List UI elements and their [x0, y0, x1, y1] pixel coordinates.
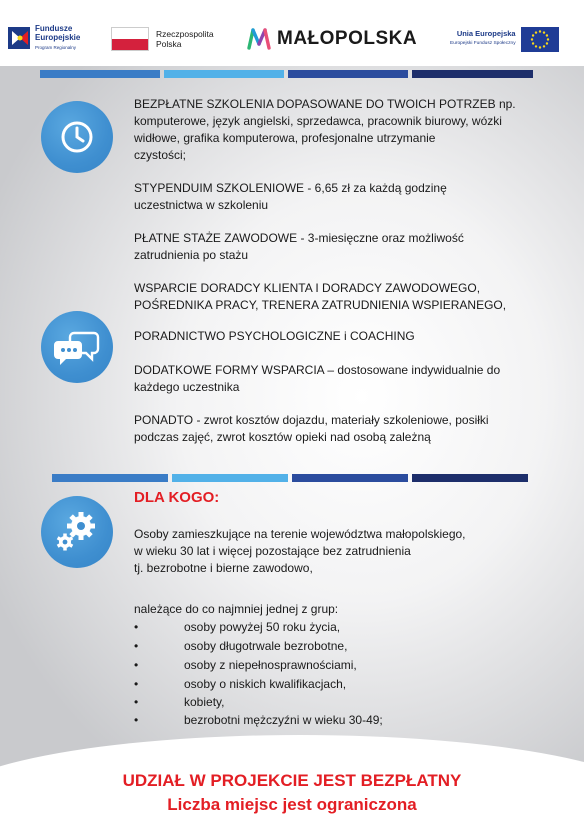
bar-1 — [40, 70, 160, 78]
fundusze-europejskie-logo — [8, 24, 80, 52]
malopolska-m-icon — [246, 27, 272, 51]
offer-paragraph-4 — [134, 280, 574, 314]
bullet-dot: • — [134, 620, 139, 634]
group-label: osoby powyżej 50 roku życia, — [184, 620, 341, 634]
fe-line1: Fundusze — [35, 24, 73, 33]
footer-free-participation: UDZIAŁ W PROJEKCIE JEST BEZPŁATNY — [122, 771, 462, 790]
malopolska-logo — [246, 27, 417, 51]
offer-1-line-4: czystości; — [134, 148, 187, 162]
offer-4-line-2: POŚREDNIKA PRACY, TRENERA ZATRUDNIENIA WSPIERANEGO, — [134, 298, 507, 312]
bullet-dot: • — [134, 658, 139, 672]
gears-circle — [41, 496, 113, 568]
bar-4 — [412, 70, 533, 78]
bullet-dot: • — [134, 639, 139, 653]
eu-flag-icon — [521, 27, 559, 52]
chat-bubbles-icon — [54, 327, 100, 367]
offer-3-line-2: zatrudnienia po stażu — [134, 248, 249, 262]
offer-6-line-1: DODATKOWE FORMY WSPARCIA – dostosowane indywidualnie do — [134, 363, 501, 377]
fe-line2: Europejskie — [35, 33, 81, 42]
target-intro-line-1: Osoby zamieszkujące na terenie województwa małopolskiego, — [134, 527, 466, 541]
offer-3-line-1: PŁATNE STAŻE ZAWODOWE - 3-miesięczne oraz możliwość — [134, 231, 464, 245]
offer-paragraph-7 — [134, 412, 574, 446]
bullet-dot: • — [134, 695, 139, 709]
offer-4-line-1: WSPARCIE DORADCY KLIENTA I DORADCY ZAWODOWEGO, — [134, 281, 481, 295]
rzeczpospolita-logo — [111, 27, 214, 51]
bar-5 — [52, 474, 168, 482]
offer-1-line-2: komputerowe, język angielski, sprzedawca, pracownik biurowy, wózki — [134, 114, 502, 128]
bar-7 — [292, 474, 408, 482]
target-intro-line-3: tj. bezrobotne i bierne zawodowo, — [134, 561, 313, 575]
bullet-dot: • — [134, 677, 139, 691]
gears-icon — [53, 508, 101, 556]
offer-7-line-1: PONADTO - zwrot kosztów dojazdu, materiały szkoleniowe, posiłki — [134, 413, 489, 427]
fe-star-icon — [8, 27, 30, 49]
offer-7-line-2: podczas zajęć, zwrot kosztów opieki nad osobą zależną — [134, 430, 431, 444]
offer-2-line-2: uczestnictwa w szkoleniu — [134, 198, 269, 212]
group-label: osoby z niepełnosprawnościami, — [184, 658, 357, 672]
offer-6-line-2: każdego uczestnika — [134, 380, 240, 394]
offer-paragraph-6 — [134, 362, 574, 396]
fe-line3: Program Regionalny — [35, 45, 77, 50]
bar-8 — [412, 474, 528, 482]
group-label: osoby długotrwale bezrobotne, — [184, 639, 348, 653]
offer-5-line-1: PORADNICTWO PSYCHOLOGICZNE i COACHING — [134, 329, 415, 343]
offer-1-line-3: widłowe, grafika komputerowa, profesjonalne utrzymanie — [134, 131, 436, 145]
group-label: kobiety, — [184, 695, 225, 709]
target-intro — [134, 526, 574, 577]
bar-3 — [288, 70, 408, 78]
ue-line2: Europejski Fundusz Społeczny — [450, 41, 516, 46]
bullet-dot: • — [134, 713, 139, 727]
group-label: bezrobotni mężczyźni w wieku 30-49; — [184, 713, 383, 727]
rp-line2: Polska — [156, 39, 182, 49]
offer-1-line-1: BEZPŁATNE SZKOLENIA DOPASOWANE DO TWOICH POTRZEB np. — [134, 97, 516, 111]
middle-separator-bars — [52, 474, 532, 482]
polish-flag-icon — [111, 27, 149, 51]
offer-paragraph-5 — [134, 328, 574, 345]
clock-icon — [59, 119, 95, 155]
offer-paragraph-1 — [134, 96, 574, 164]
unia-europejska-logo — [450, 27, 559, 52]
clock-circle — [41, 101, 113, 173]
offer-2-line-1: STYPENDUIM SZKOLENIOWE - 6,65 zł za każdą godzinę — [134, 181, 447, 195]
ue-line1: Unia Europejska — [456, 29, 516, 38]
target-heading: DLA KOGO: — [134, 489, 220, 506]
offer-paragraph-3 — [134, 230, 574, 264]
target-intro-line-2: w wieku 30 lat i więcej pozostające bez zatrudnienia — [134, 544, 411, 558]
malopolska-text: MAŁOPOLSKA — [277, 28, 418, 49]
rp-line1: Rzeczpospolita — [156, 29, 214, 39]
groups-intro: należące do co najmniej jednej z grup: — [134, 602, 339, 616]
footer-limited-places: Liczba miejsc jest ograniczona — [167, 795, 417, 814]
offer-paragraph-2 — [134, 180, 574, 214]
group-label: osoby o niskich kwalifikacjach, — [184, 677, 347, 691]
top-separator-bars — [40, 70, 537, 78]
chat-circle — [41, 311, 113, 383]
bar-2 — [164, 70, 284, 78]
logo-header — [0, 0, 584, 66]
bar-6 — [172, 474, 288, 482]
